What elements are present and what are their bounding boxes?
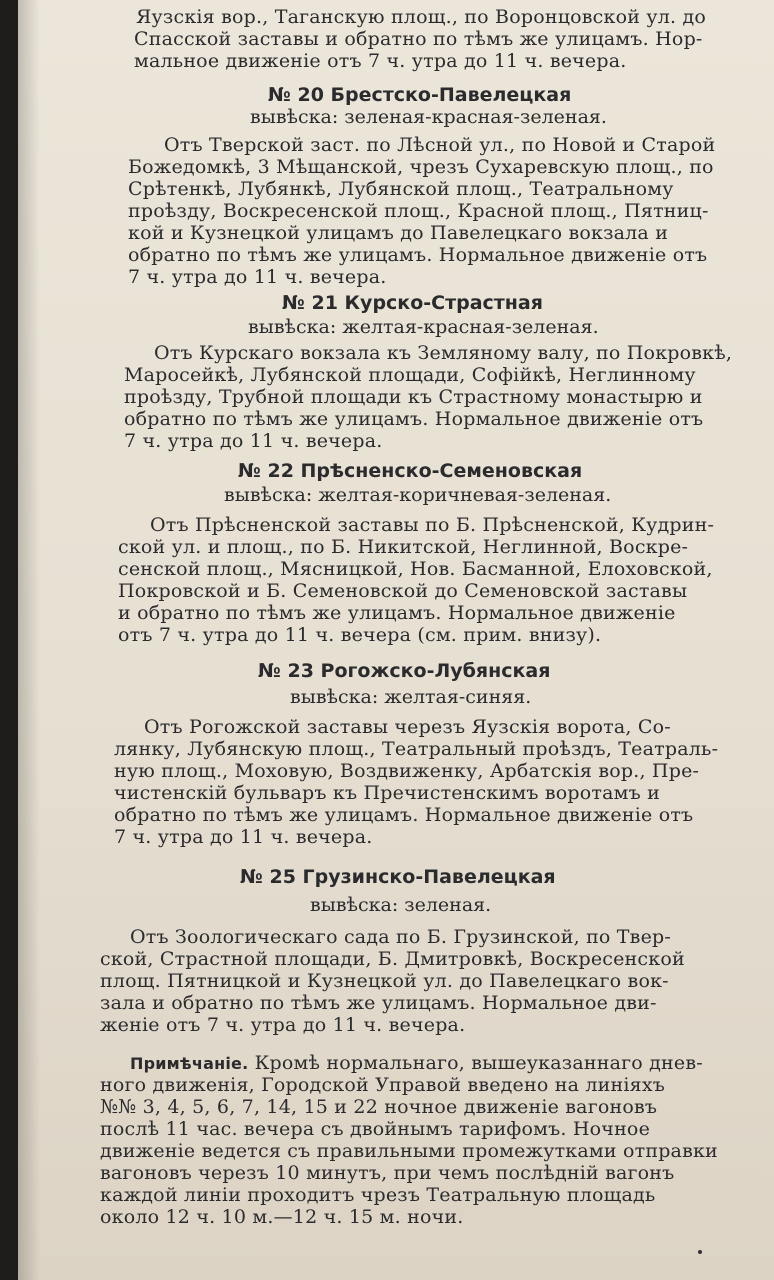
route-23-line: чистенскій бульваръ къ Пречистенскимъ воротамъ и <box>114 782 661 804</box>
route-20-signage: вывѣска: зеленая-красная-зеленая. <box>250 106 607 128</box>
route-25-line: женіе отъ 7 ч. утра до 11 ч. вечера. <box>100 1014 466 1036</box>
ink-speck <box>698 1250 702 1254</box>
route-21-line: проѣзду, Трубной площади къ Страстному монастырю и <box>124 386 703 408</box>
route-23-line: Отъ Рогожской заставы черезъ Яузскія ворота, Со- <box>144 716 671 738</box>
note-line: каждой линіи проходитъ чрезъ Театральную площадь <box>100 1184 656 1206</box>
route-23-line: обратно по тѣмъ же улицамъ. Нормальное движеніе отъ <box>114 804 694 826</box>
route-25-title: № 25 Грузинско-Павелецкая <box>240 866 556 888</box>
note-line: ного движенія, Городской Управой введено на линіяхъ <box>100 1074 666 1096</box>
route-21-line: Отъ Курскаго вокзала къ Земляному валу, по Покровкѣ, <box>154 342 733 364</box>
route-22-line: Покровской и Б. Семеновской до Семеновской заставы <box>118 580 688 602</box>
route-22-line: Отъ Прѣсненской заставы по Б. Прѣсненской, Кудрин- <box>150 514 715 536</box>
intro-line: Спасской заставы и обратно по тѣмъ же улицамъ. Нор- <box>134 28 703 50</box>
route-22-line: отъ 7 ч. утра до 11 ч. вечера (см. прим. внизу). <box>118 624 602 646</box>
route-25-line: площ. Пятницкой и Кузнецкой ул. до Павелецкаго вок- <box>100 970 669 992</box>
note-label: Примѣчаніе. <box>130 1054 249 1073</box>
route-21-line: обратно по тѣмъ же улицамъ. Нормальное движеніе отъ <box>124 408 704 430</box>
route-21-line: 7 ч. утра до 11 ч. вечера. <box>124 430 383 452</box>
route-21-signage: вывѣска: желтая-красная-зеленая. <box>248 316 599 338</box>
route-20-line: Божедомкѣ, 3 Мѣщанской, чрезъ Сухаревскую площ., по <box>128 156 714 178</box>
route-20-line: Срѣтенкѣ, Лубянкѣ, Лубянской площ., Театральному <box>128 178 674 200</box>
route-23-line: 7 ч. утра до 11 ч. вечера. <box>114 826 373 848</box>
route-23-title: № 23 Рогожско-Лубянская <box>258 660 551 682</box>
book-page <box>18 0 774 1280</box>
route-22-line: и обратно по тѣмъ же улицамъ. Нормальное движеніе <box>118 602 676 624</box>
route-22-line: сенской площ., Мясницкой, Нов. Басманной, Елоховской, <box>118 558 713 580</box>
route-20-line: обратно по тѣмъ же улицамъ. Нормальное движеніе отъ <box>128 244 708 266</box>
route-23-signage: вывѣска: желтая-синяя. <box>290 686 532 708</box>
note-line: движеніе ведется съ правильными промежутками отправки <box>100 1140 718 1162</box>
route-20-line: Отъ Тверской заст. по Лѣсной ул., по Новой и Старой <box>164 134 716 156</box>
note-line: вагоновъ черезъ 10 минутъ, при чемъ послѣдній вагонъ <box>100 1162 675 1184</box>
route-21-line: Маросейкѣ, Лубянской площади, Софійкѣ, Неглинному <box>124 364 696 386</box>
note-first-line <box>130 1052 703 1075</box>
intro-line: Яузскія вор., Таганскую площ., по Воронцовской ул. до <box>136 6 706 28</box>
route-20-line: 7 ч. утра до 11 ч. вечера. <box>128 266 387 288</box>
route-23-line: ную площ., Моховую, Воздвиженку, Арбатскія вор., Пре- <box>114 760 700 782</box>
route-25-line: зала и обратно по тѣмъ же улицамъ. Нормальное дви- <box>100 992 657 1014</box>
route-22-signage: вывѣска: желтая-коричневая-зеленая. <box>224 484 612 506</box>
route-20-line: кой и Кузнецкой улицамъ до Павелецкаго вокзала и <box>128 222 669 244</box>
route-20-title: № 20 Брестско-Павелецкая <box>268 84 572 106</box>
route-22-line: ской ул. и площ., по Б. Никитской, Неглинной, Воскре- <box>118 536 689 558</box>
route-23-line: лянку, Лубянскую площ., Театральный проѣздъ, Театраль- <box>114 738 719 760</box>
note-line: около 12 ч. 10 м.—12 ч. 15 м. ночи. <box>100 1206 464 1228</box>
route-21-title: № 21 Курско-Страстная <box>282 292 543 314</box>
note-line: №№ 3, 4, 5, 6, 7, 14, 15 и 22 ночное движеніе вагоновъ <box>100 1096 658 1118</box>
route-20-line: проѣзду, Воскресенской площ., Красной площ., Пятниц- <box>128 200 709 222</box>
route-22-title: № 22 Прѣсненско-Семеновская <box>238 460 583 482</box>
route-25-line: Отъ Зоологическаго сада по Б. Грузинской, по Твер- <box>130 926 672 948</box>
note-first-line-text: Кромѣ нормальнаго, вышеуказаннаго днев- <box>254 1052 703 1074</box>
route-25-signage: вывѣска: зеленая. <box>310 894 492 916</box>
note-line: послѣ 11 час. вечера съ двойнымъ тарифомъ. Ночное <box>100 1118 651 1140</box>
intro-line: мальное движеніе отъ 7 ч. утра до 11 ч. вечера. <box>134 50 627 72</box>
route-25-line: ской, Страстной площади, Б. Дмитровкѣ, Воскресенской <box>100 948 685 970</box>
